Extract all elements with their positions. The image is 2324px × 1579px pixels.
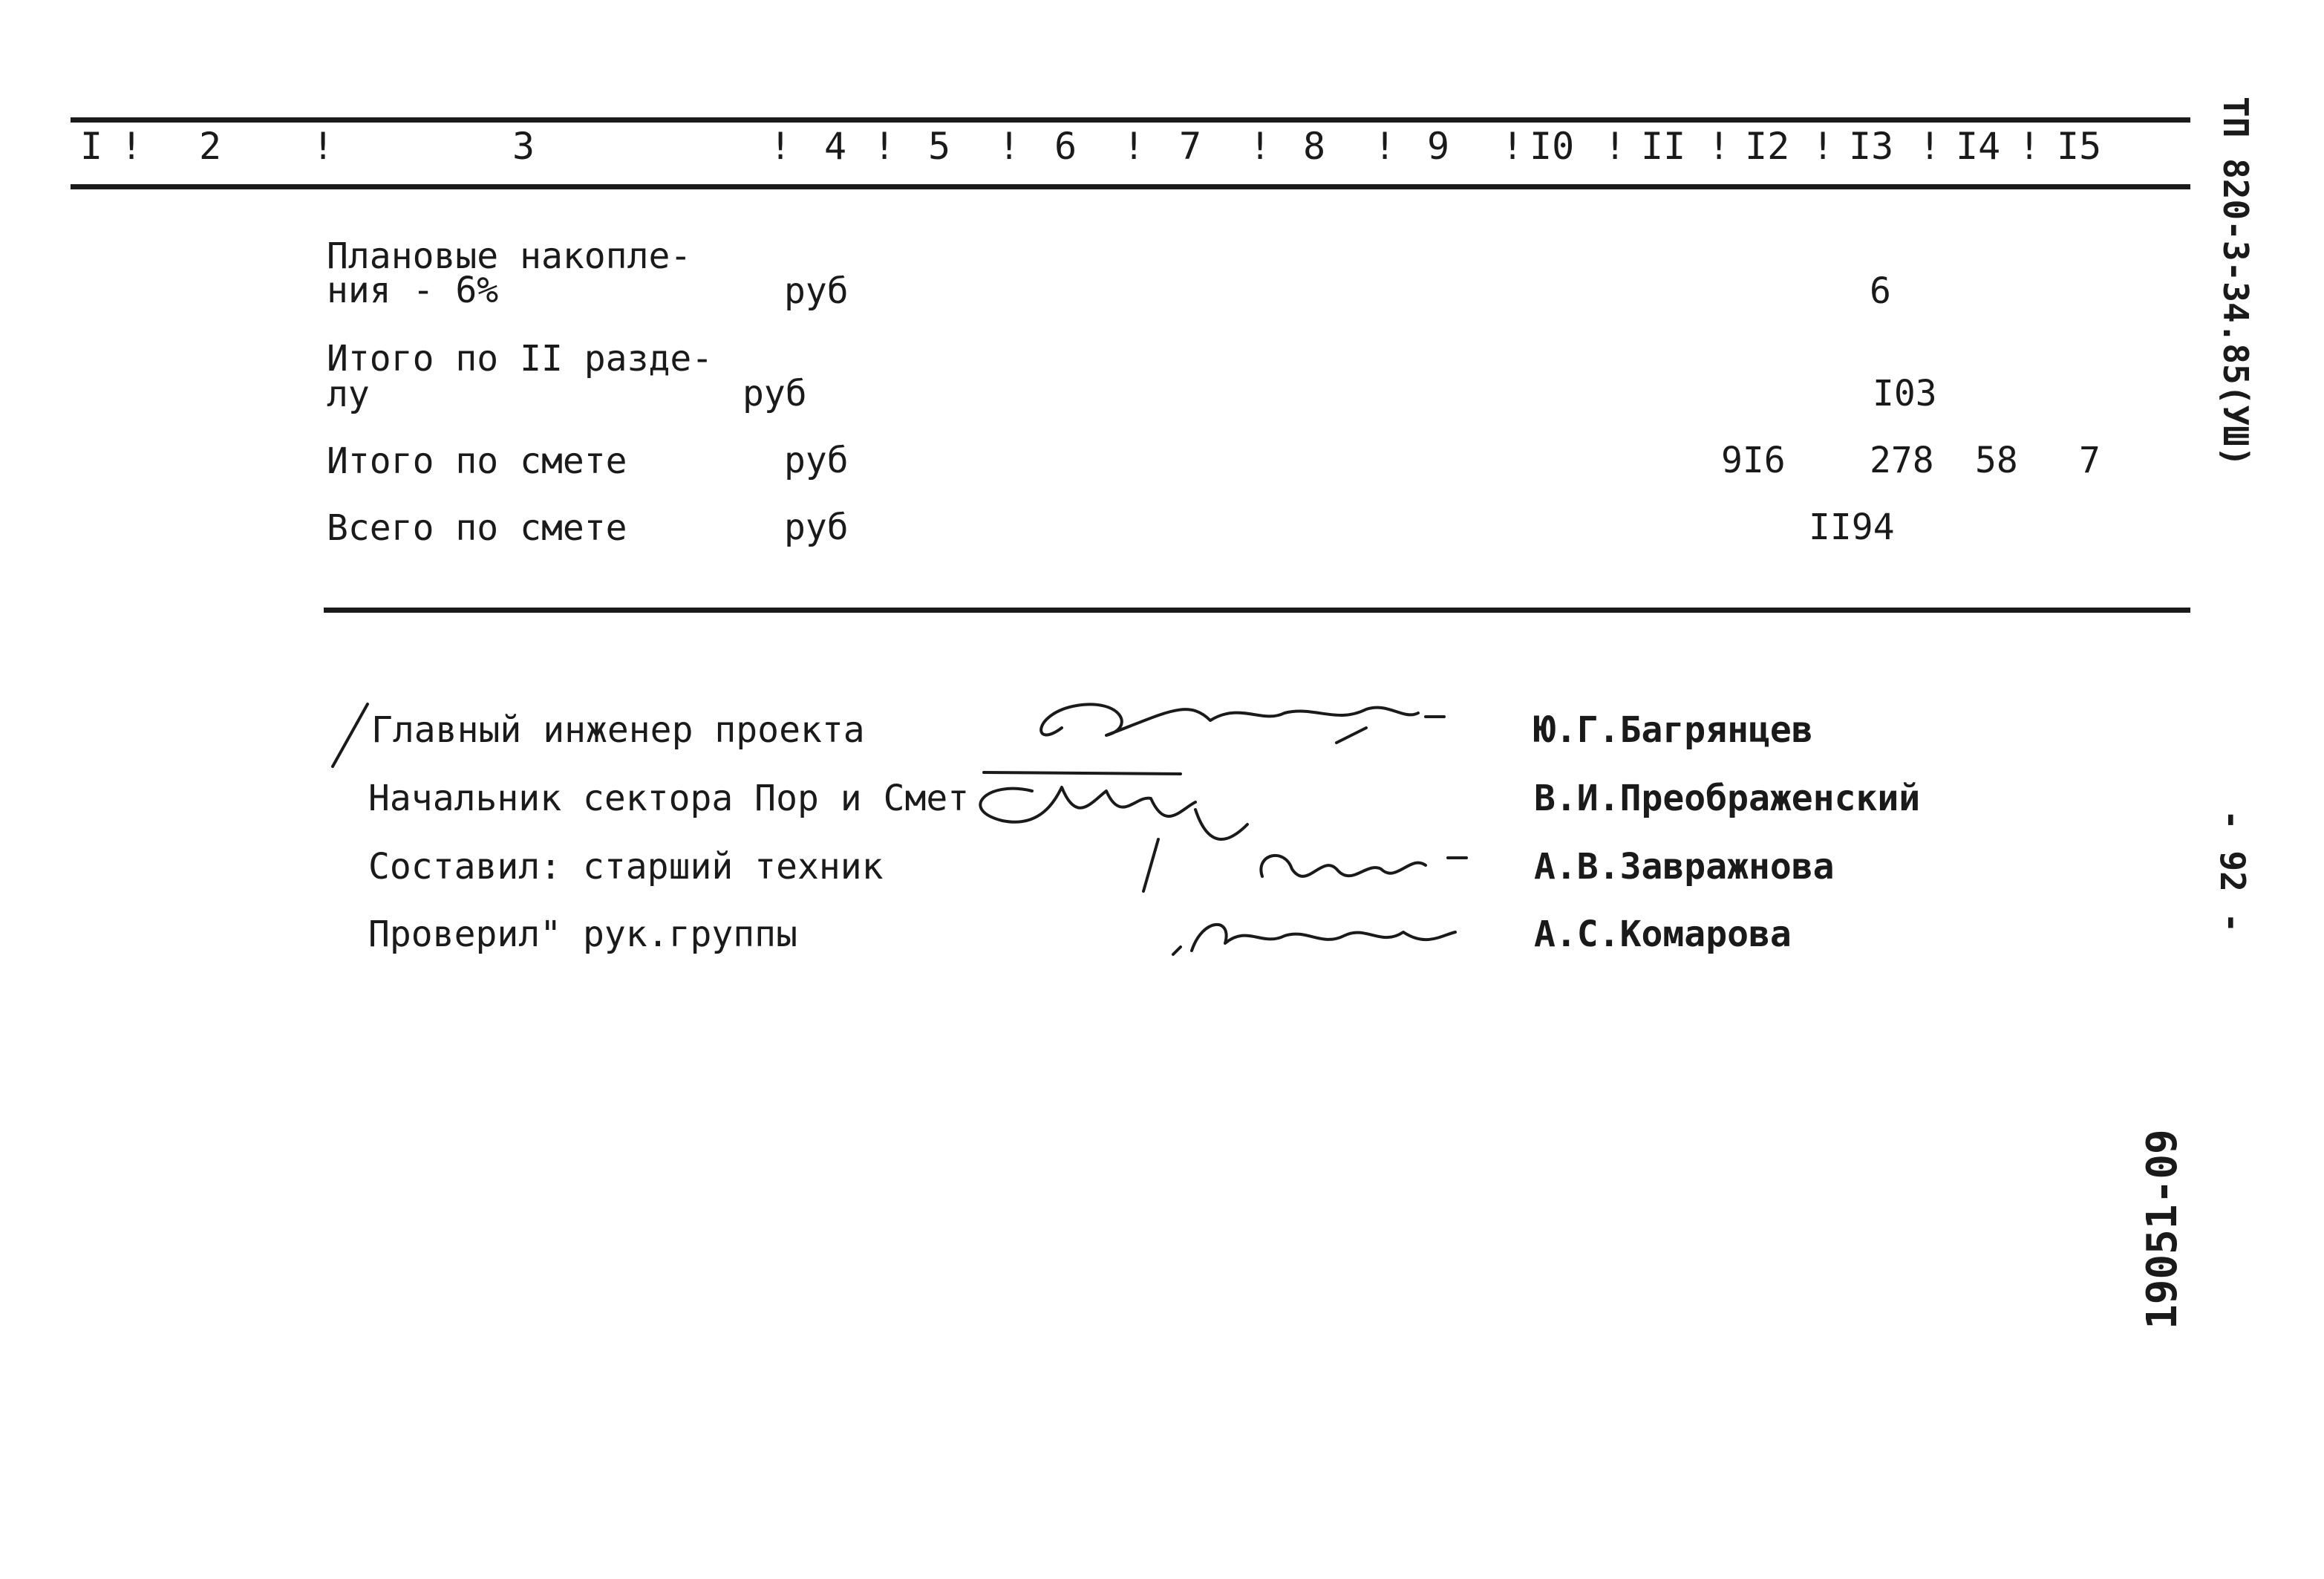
col-separator: !: [1708, 125, 1731, 168]
row-name-line1: Плановые накопле-: [327, 235, 692, 277]
row-unit: руб: [784, 270, 849, 312]
col-separator: !: [1249, 125, 1272, 168]
row-name-line2: лу: [327, 374, 370, 415]
row-name-line2: ния - 6%: [327, 270, 499, 311]
row-unit: руб: [784, 507, 849, 548]
col-header-6: 6: [1054, 125, 1077, 168]
signature-role: Проверил" рук.группы: [368, 914, 797, 955]
signature-name: А.С.Комарова: [1534, 914, 1792, 955]
signature-name: А.В.Завражнова: [1534, 846, 1835, 888]
col-separator: !: [120, 125, 143, 168]
row-unit: руб: [742, 373, 807, 414]
header-bottom-rule: [71, 184, 2190, 189]
col-header-8: 8: [1303, 125, 1326, 168]
col-header-1: I: [80, 125, 103, 168]
col-separator: !: [2018, 125, 2041, 168]
row-col13-value: 6: [1870, 270, 1891, 312]
row-col13-value: 278: [1870, 440, 1934, 481]
table-end-rule: [324, 608, 2190, 613]
col-separator: !: [1604, 125, 1627, 168]
col-header-5: 5: [928, 125, 951, 168]
col-separator: !: [1812, 125, 1835, 168]
row-col13-value: I03: [1873, 373, 1937, 414]
col-header-7: 7: [1179, 125, 1202, 168]
signature-role: Составил: старший техник: [368, 846, 884, 888]
handwritten-signature-1: [1017, 683, 1448, 765]
col-separator: !: [769, 125, 792, 168]
signature-role: Главный инженер проекта: [371, 709, 865, 751]
row-col15-value: 7: [2079, 440, 2101, 481]
handwritten-signature-3: [1069, 824, 1485, 906]
col-header-11: II: [1641, 125, 1686, 168]
col-separator: !: [1919, 125, 1942, 168]
col-separator: !: [1374, 125, 1397, 168]
col-header-9: 9: [1427, 125, 1450, 168]
row-name: Всего по смете: [327, 507, 627, 549]
row-total-value: II94: [1809, 507, 1895, 548]
col-header-12: I2: [1745, 125, 1790, 168]
col-header-14: I4: [1956, 125, 2001, 168]
col-separator: !: [1123, 125, 1146, 168]
row-name: Итого по смете: [327, 440, 627, 482]
col-header-15: I5: [2057, 125, 2102, 168]
col-separator: !: [312, 125, 335, 168]
signature-role: Начальник сектора Пор и Смет: [368, 778, 970, 819]
col-header-13: I3: [1849, 125, 1894, 168]
signature-name: В.И.Преображенский: [1534, 778, 1921, 819]
row-unit: руб: [784, 440, 849, 481]
archive-number-vertical: 19051-09: [2138, 1129, 2187, 1329]
col-header-3: 3: [512, 125, 535, 168]
margin-slash-mark: [327, 698, 379, 772]
doc-code-vertical: ТП 820-3-34.85(УШ): [2216, 97, 2256, 467]
row-col12-value: 9I6: [1721, 440, 1786, 481]
col-header-10: I0: [1530, 125, 1575, 168]
header-top-rule: [71, 117, 2190, 123]
row-name-line1: Итого по II разде-: [327, 338, 714, 380]
signature-name: Ю.Г.Багрянцев: [1534, 709, 1813, 751]
row-col14-value: 58: [1975, 440, 2018, 481]
col-separator: !: [998, 125, 1021, 168]
handwritten-signature-4: [1158, 902, 1470, 969]
page-number-vertical: - 92 -: [2213, 810, 2253, 934]
col-separator: !: [1501, 125, 1524, 168]
col-header-4: 4: [824, 125, 847, 168]
col-header-2: 2: [199, 125, 222, 168]
col-separator: !: [873, 125, 896, 168]
